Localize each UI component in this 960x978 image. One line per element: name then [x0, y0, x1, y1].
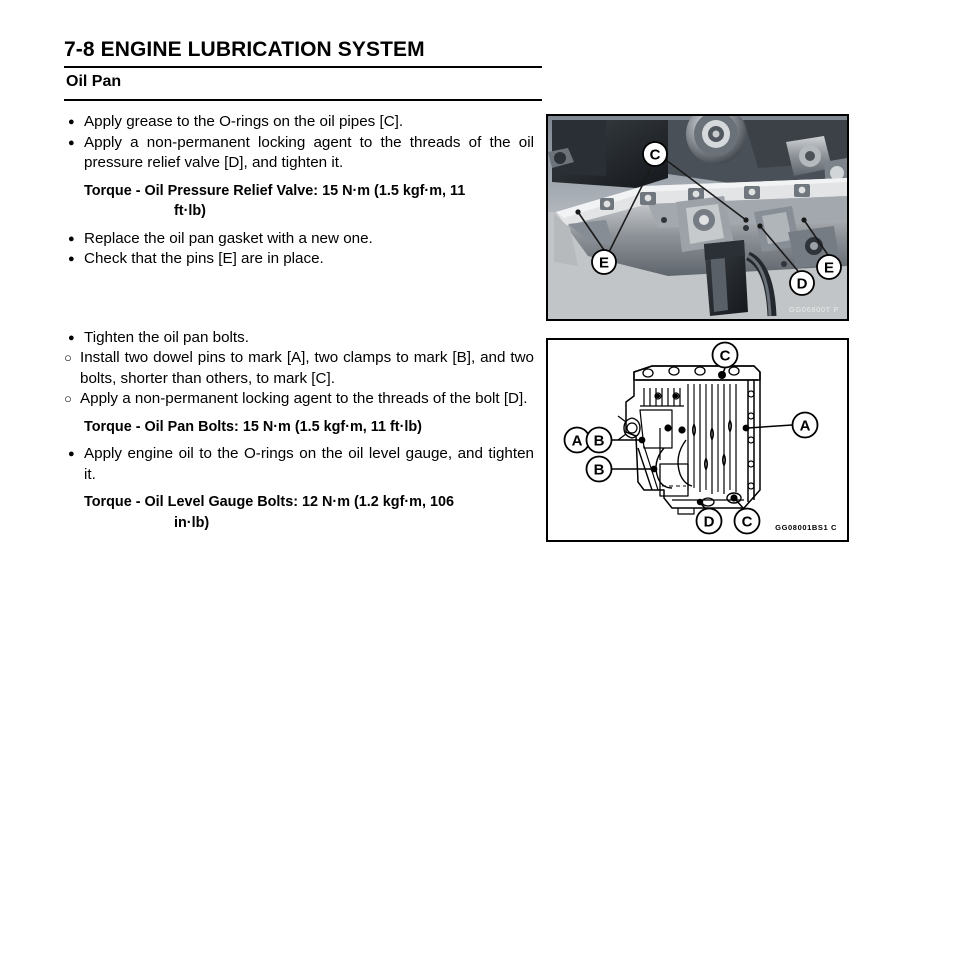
list-item-label: Apply grease to the O-rings on the oil pipes [C]. [84, 113, 404, 130]
svg-text:C: C [719, 347, 731, 365]
torque-spec-line: Torque - Oil Pan Bolts: 15 N·m (1.5 kgf·m, 11 ft·lb) [84, 418, 422, 435]
torque-spec-oil-level-gauge-bolts [64, 492, 534, 533]
sub-list-item [64, 389, 534, 410]
engine-photo-illustration [548, 116, 847, 319]
torque-spec-relief-valve [64, 181, 534, 222]
drawing-callout-d [697, 509, 722, 534]
photo-callout-c [643, 142, 667, 166]
svg-text:C: C [741, 513, 753, 531]
figure-oil-pan-drawing [546, 338, 849, 542]
svg-text:E: E [598, 254, 610, 272]
figure-engine-photo [546, 114, 849, 321]
list-item-label: Check that the pins [E] are in place. [84, 250, 324, 267]
svg-text:D: D [703, 513, 715, 531]
list-item-label: Tighten the oil pan bolts. [84, 328, 249, 346]
svg-text:E: E [823, 259, 835, 277]
filled-bullet-icon: ● [68, 331, 75, 344]
figure-code-photo: GG06800T P [788, 305, 839, 314]
svg-text:A: A [799, 417, 811, 435]
oil-pan-illustration [548, 340, 847, 540]
spacer [64, 410, 534, 417]
spacer [64, 222, 534, 229]
drawing-callout-a-right [793, 413, 818, 438]
filled-bullet-icon: ● [68, 232, 75, 245]
list-item [64, 112, 534, 133]
torque-spec-line: Torque - Oil Level Gauge Bolts: 12 N·m (1.2 kgf·m, 106 [84, 494, 454, 510]
svg-text:C: C [649, 146, 661, 164]
drawing-callout-b-lower [587, 457, 612, 482]
torque-spec-continuation: ft·lb) [174, 203, 206, 219]
list-item-label: Apply engine oil to the O-rings on the oil level gauge, and tighten it. [84, 445, 534, 483]
svg-text:B: B [593, 461, 605, 479]
list-item-label: Apply a non-permanent locking agent to the threads of the oil pressure relief valve [D], and tighten it. [84, 133, 534, 171]
hollow-bullet-icon: ○ [64, 350, 72, 365]
section-spacer [64, 270, 534, 328]
figure-code-drawing: GG08001BS1 C [775, 523, 837, 532]
filled-bullet-icon: ● [68, 116, 75, 128]
section-title: Oil Pan [66, 73, 122, 90]
header-rule-top [64, 66, 542, 68]
spacer [64, 485, 534, 492]
spacer [64, 174, 534, 181]
torque-spec-continuation: in·lb) [174, 514, 210, 531]
header-rule-bottom [64, 99, 542, 101]
filled-bullet-icon: ● [68, 253, 75, 265]
list-item [64, 328, 534, 349]
list-item-label: Replace the oil pan gasket with a new one. [84, 229, 373, 247]
svg-text:B: B [593, 432, 605, 450]
list-item [64, 249, 534, 270]
instruction-text-column [64, 112, 534, 533]
filled-bullet-icon: ● [68, 448, 75, 460]
drawing-callout-c-top [713, 343, 738, 368]
svg-text:D: D [796, 275, 808, 293]
photo-callout-e-left [592, 250, 616, 274]
list-item [64, 133, 534, 174]
torque-spec-line: Torque - Oil Pressure Relief Valve: 15 N·m (1.5 kgf·m, 11 [84, 182, 466, 199]
hollow-bullet-icon: ○ [64, 391, 72, 406]
spacer [64, 437, 534, 444]
photo-callout-d [790, 271, 814, 295]
sub-list-item-label: Apply a non-permanent locking agent to the threads of the bolt [D]. [80, 390, 528, 407]
list-item [64, 444, 534, 485]
list-item [64, 229, 534, 250]
photo-callout-e-right [817, 255, 841, 279]
sub-list-item-label: Install two dowel pins to mark [A], two clamps to mark [B], and two bolts, shorter than others, to mark [C]. [80, 349, 534, 387]
sub-list-item [64, 348, 534, 389]
page-title: 7-8 ENGINE LUBRICATION SYSTEM [64, 38, 425, 61]
svg-text:A: A [571, 432, 583, 450]
filled-bullet-icon: ● [68, 136, 75, 149]
drawing-callout-c-bottom [735, 509, 760, 534]
torque-spec-oil-pan-bolts [64, 417, 534, 438]
drawing-callout-b-left [587, 428, 612, 453]
